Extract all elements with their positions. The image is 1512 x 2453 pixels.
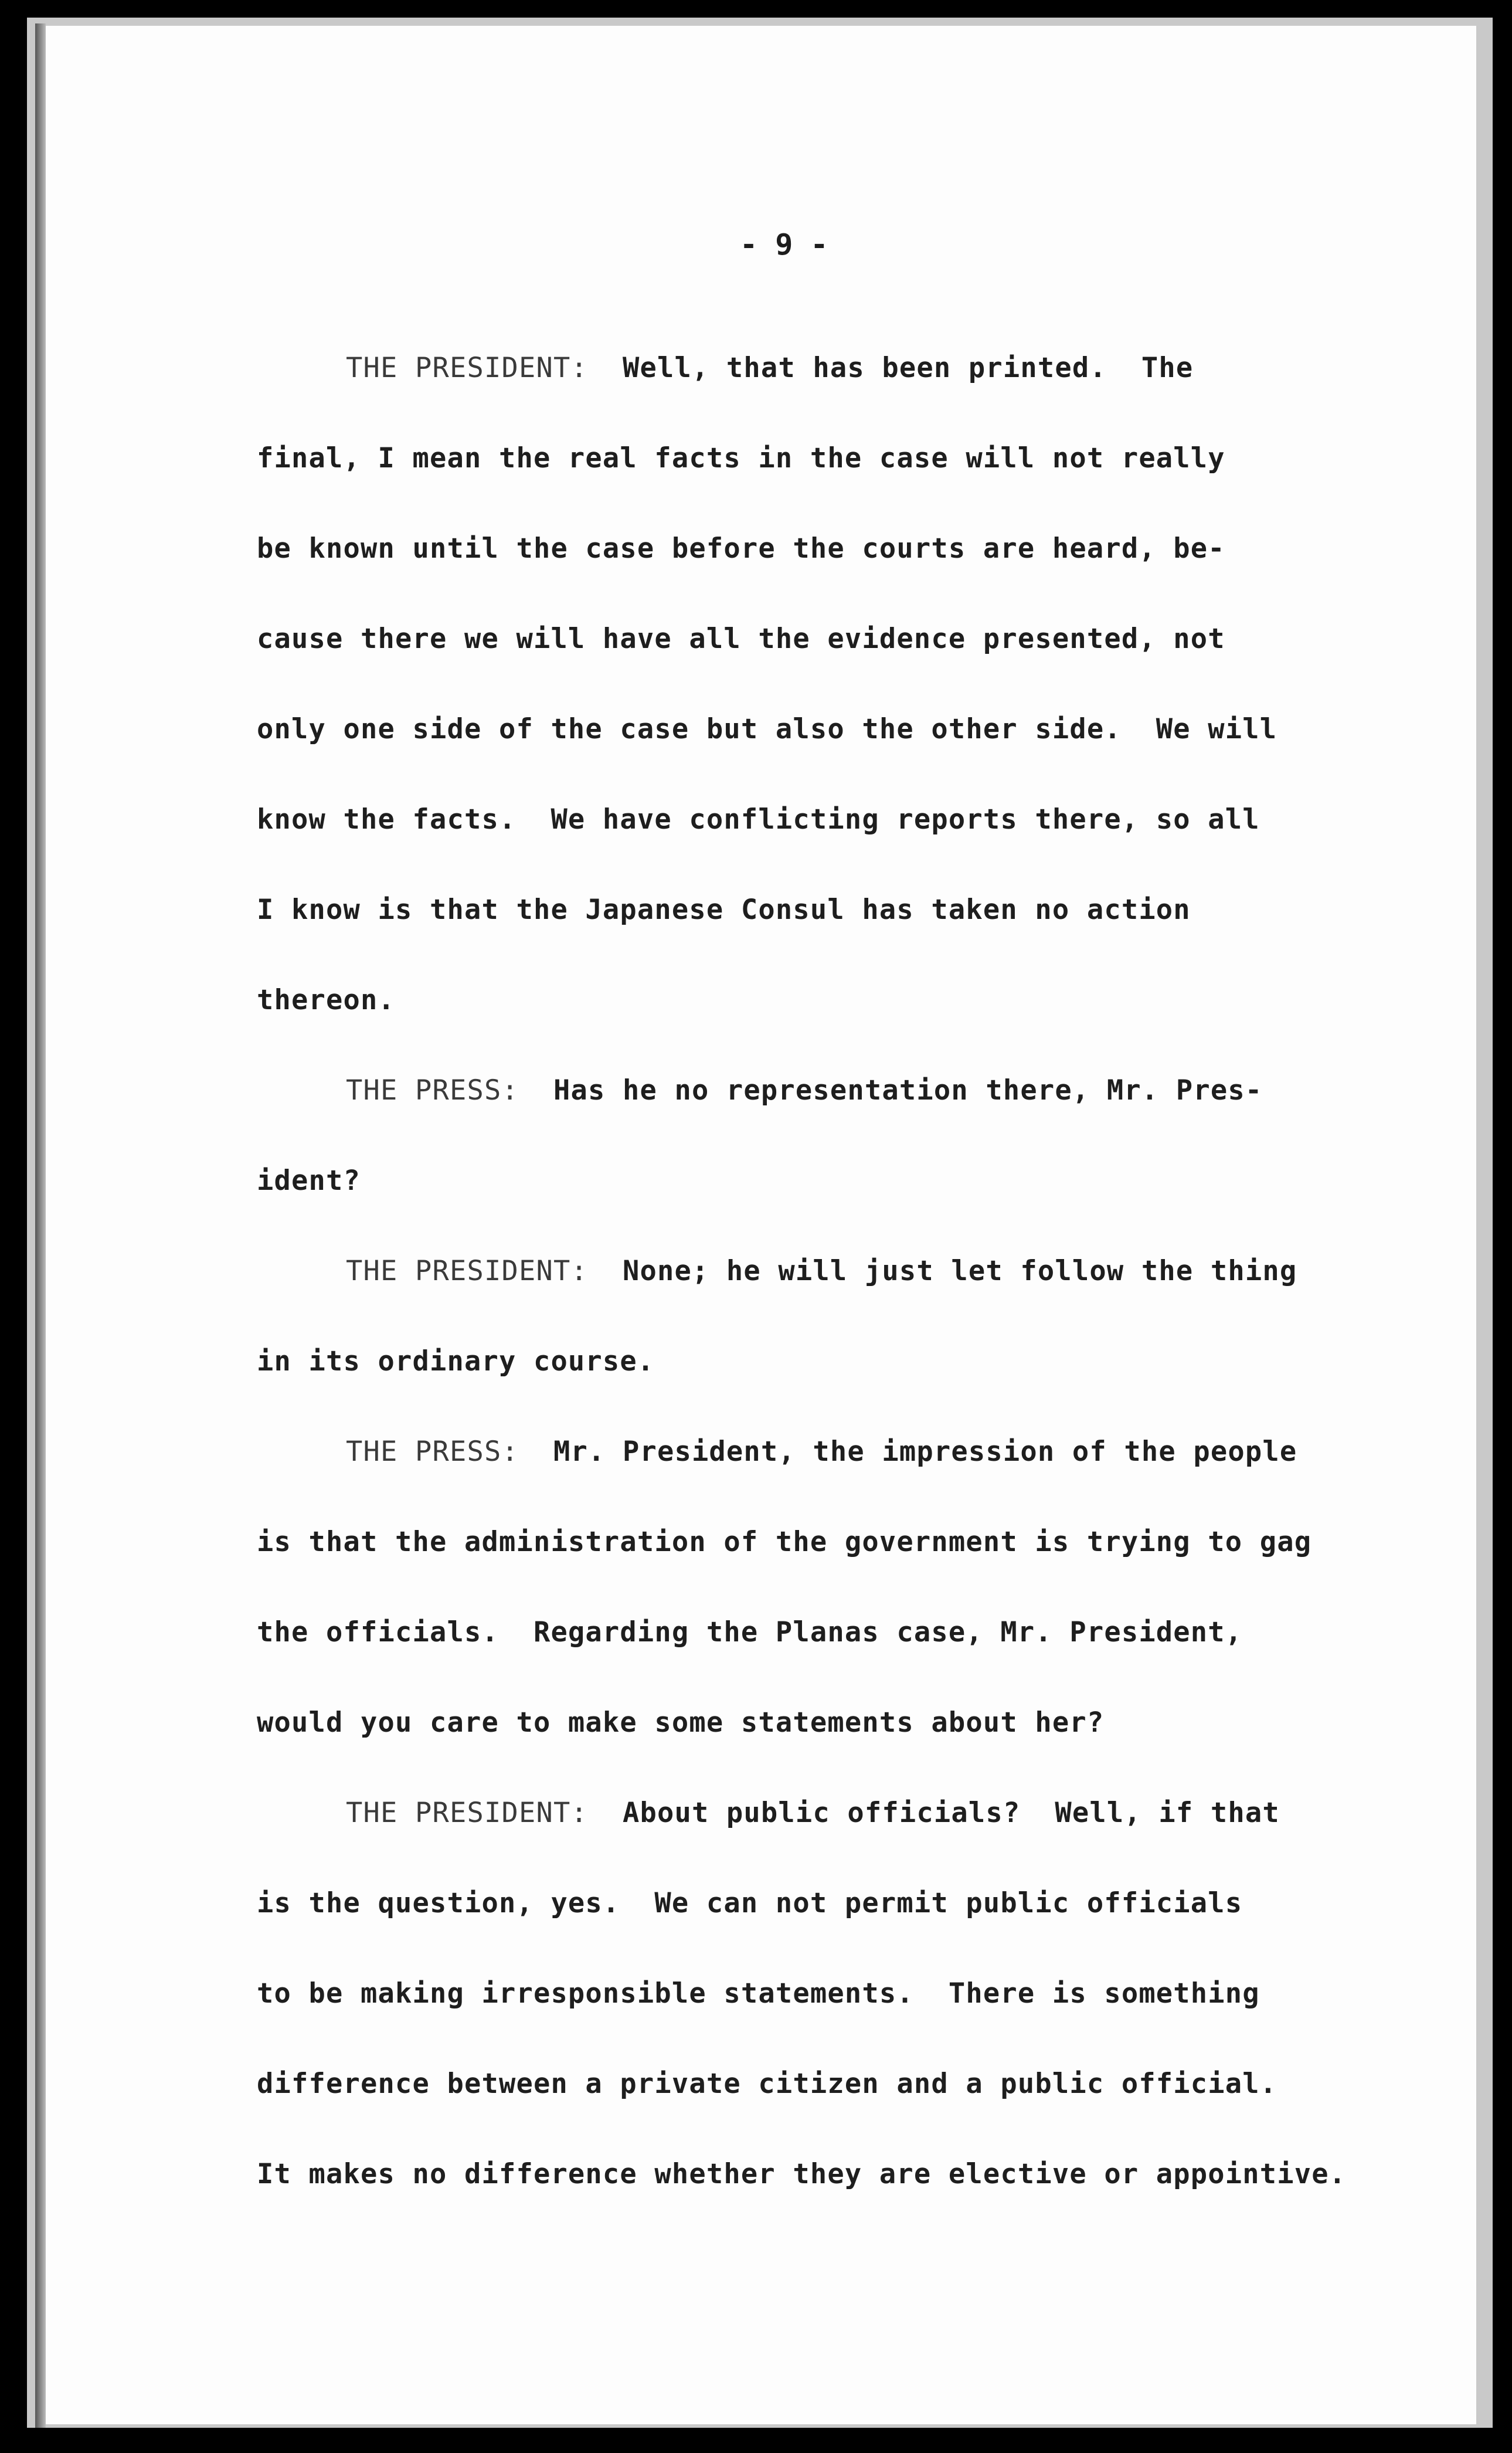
line-text: None; he will just let follow the thing: [622, 1255, 1297, 1287]
speaker-label: THE PRESIDENT:: [346, 1255, 588, 1287]
speaker-label: THE PRESIDENT:: [346, 1797, 588, 1829]
transcript-line: ident?: [257, 1165, 361, 1197]
transcript-line: cause there we will have all the evidence presented, not: [257, 623, 1225, 655]
transcript-line: [346, 1797, 1280, 1829]
transcript-line: in its ordinary course.: [257, 1345, 655, 1378]
transcript-line: [346, 1255, 1297, 1287]
transcript-line: [346, 1436, 1297, 1468]
transcript-line: to be making irresponsible statements. There is something: [257, 1977, 1260, 2010]
speaker-label: THE PRESS:: [346, 1436, 519, 1468]
line-text: Well, that has been printed. The: [622, 352, 1194, 384]
transcript-line: I know is that the Japanese Consul has taken no action: [257, 894, 1191, 926]
document-page: [46, 26, 1476, 2424]
transcript-line: final, I mean the real facts in the case will not really: [257, 442, 1225, 474]
transcript-line: be known until the case before the courts are heard, be-: [257, 532, 1225, 565]
speaker-label: THE PRESIDENT:: [346, 352, 588, 384]
transcript-line: is the question, yes. We can not permit public officials: [257, 1887, 1243, 1919]
transcript-line: It makes no difference whether they are elective or appointive.: [257, 2158, 1347, 2190]
transcript-line: the officials. Regarding the Planas case, Mr. President,: [257, 1616, 1243, 1648]
transcript-line: know the facts. We have conflicting reports there, so all: [257, 803, 1260, 836]
line-text: About public officials? Well, if that: [622, 1797, 1280, 1829]
transcript-line: thereon.: [257, 984, 395, 1016]
transcript-line: is that the administration of the government is trying to gag: [257, 1526, 1312, 1558]
transcript-line: would you care to make some statements about her?: [257, 1706, 1105, 1739]
transcript-line: difference between a private citizen and a public official.: [257, 2068, 1277, 2100]
speaker-label: THE PRESS:: [346, 1074, 519, 1107]
line-text: Has he no representation there, Mr. Pres-: [553, 1074, 1263, 1107]
transcript-line: [346, 1074, 1262, 1107]
page-number: - 9 -: [740, 228, 828, 262]
line-text: Mr. President, the impression of the people: [553, 1436, 1297, 1468]
page-edge: [35, 23, 46, 2428]
transcript-line: only one side of the case but also the other side. We will: [257, 713, 1277, 745]
transcript-line: [346, 352, 1193, 384]
